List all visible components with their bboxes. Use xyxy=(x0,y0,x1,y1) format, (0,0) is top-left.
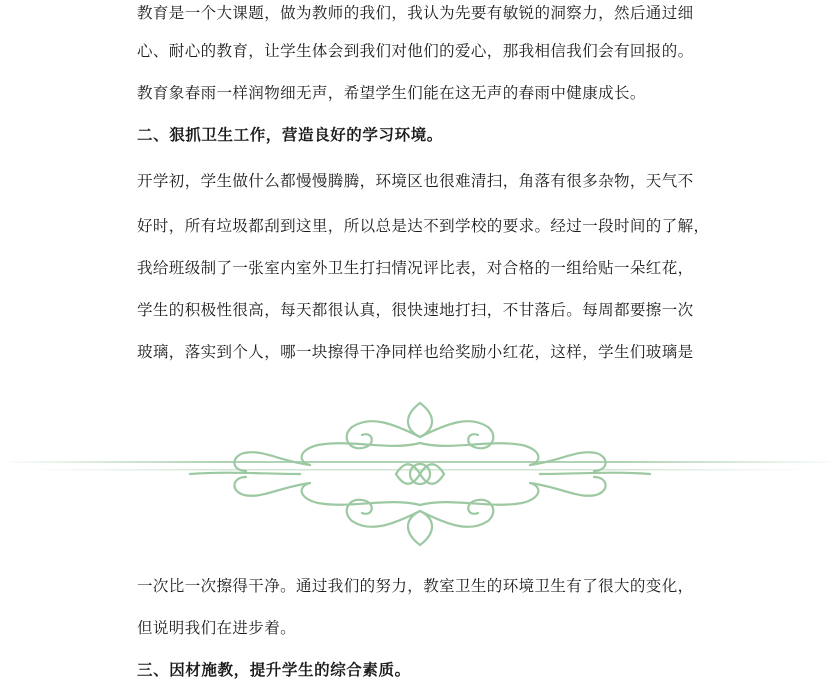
paragraph-line: 一次比一次擦得干净。通过我们的努力，教室卫生的环境卫生有了很大的变化， xyxy=(137,577,694,595)
section-heading-3: 三、因材施教，提升学生的综合素质。 xyxy=(137,661,411,679)
decorative-divider-ornament xyxy=(0,395,840,560)
scroll-ornament-icon xyxy=(190,403,650,545)
divider-rule-line xyxy=(10,461,830,463)
paragraph-line: 学生的积极性很高，每天都很认真，很快速地打扫，不甘落后。每周都要擦一次 xyxy=(137,301,694,319)
paragraph-line: 教育是一个大课题，做为教师的我们，我认为先要有敏锐的洞察力，然后通过细 xyxy=(137,4,694,22)
paragraph-line: 教育象春雨一样润物细无声，希望学生们能在这无声的春雨中健康成长。 xyxy=(137,84,646,102)
divider-rule-line xyxy=(40,469,800,471)
paragraph-line: 我给班级制了一张室内室外卫生打扫情况评比表，对合格的一组给贴一朵红花， xyxy=(137,259,694,277)
paragraph-line: 心、耐心的教育，让学生体会到我们对他们的爱心，那我相信我们会有回报的。 xyxy=(137,42,694,60)
paragraph-line: 好时，所有垃圾都刮到这里，所以总是达不到学校的要求。经过一段时间的了解， xyxy=(137,217,710,235)
section-heading-2: 二、狠抓卫生工作，营造良好的学习环境。 xyxy=(137,126,443,144)
paragraph-line: 开学初，学生做什么都慢慢腾腾，环境区也很难清扫，角落有很多杂物，天气不 xyxy=(137,172,694,190)
paragraph-line: 玻璃，落实到个人，哪一块擦得干净同样也给奖励小红花，这样，学生们玻璃是 xyxy=(137,343,694,361)
paragraph-line: 但说明我们在进步着。 xyxy=(137,619,297,637)
